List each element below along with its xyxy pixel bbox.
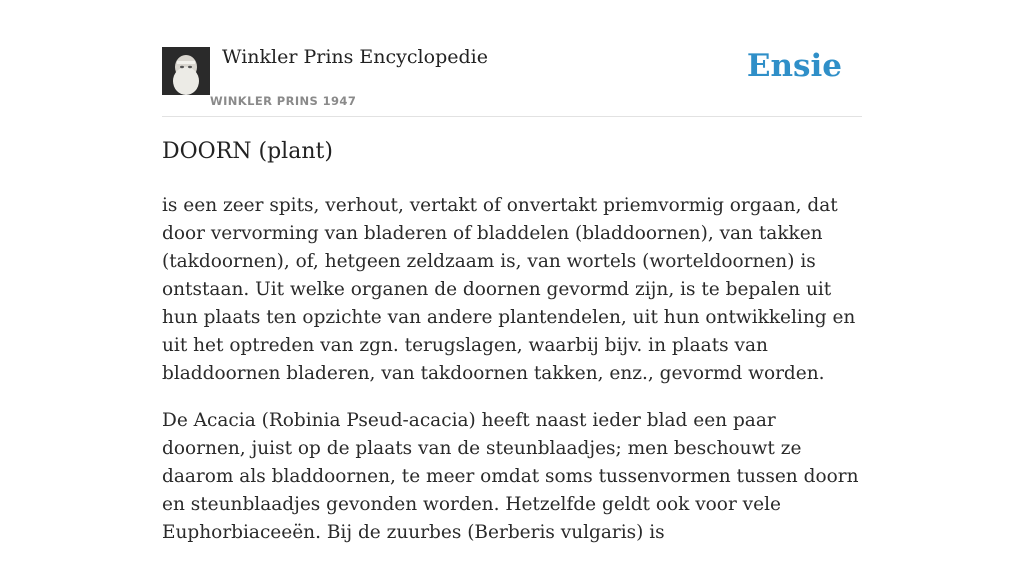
site-title[interactable]: Winkler Prins Encyclopedie [222, 46, 488, 68]
article-body [162, 192, 862, 566]
paragraph: is een zeer spits, verhout, vertakt of onvertakt priemvormig orgaan, dat door vervorming van bladeren of bladdelen (bladdoornen), van takken (takdoornen), of, hetgeen zeldzaam is, van wortels (worteldoornen) is ontstaan. Uit welke organen de doornen gevormd zijn, is te bepalen uit hun plaats ten opzichte van andere plantendelen, uit hun ontwikkeling en uit het optreden van zgn. terugslagen, waarbij bijv. in plaats van bladdoornen bladeren, van takdoornen takken, enz., gevormd worden. [162, 195, 856, 384]
edition-label[interactable]: WINKLER PRINS 1947 [210, 94, 357, 108]
brand-logo[interactable]: Ensie [746, 48, 842, 84]
paragraph: De Acacia (Robinia Pseud-acacia) heeft naast ieder blad een paar doornen, juist op de plaats van de steunblaadjes; men beschouwt ze daarom als bladdoornen, te meer omdat soms tussenvormen tussen doorn en steunblaadjes gevonden worden. Hetzelfde geldt ook voor vele Euphorbiaceeën. Bij de zuurbes (Berberis vulgaris) is [162, 410, 859, 543]
article-title: DOORN (plant) [162, 139, 333, 164]
author-avatar[interactable] [162, 47, 210, 95]
portrait-icon [162, 47, 210, 95]
site-header [162, 44, 862, 117]
